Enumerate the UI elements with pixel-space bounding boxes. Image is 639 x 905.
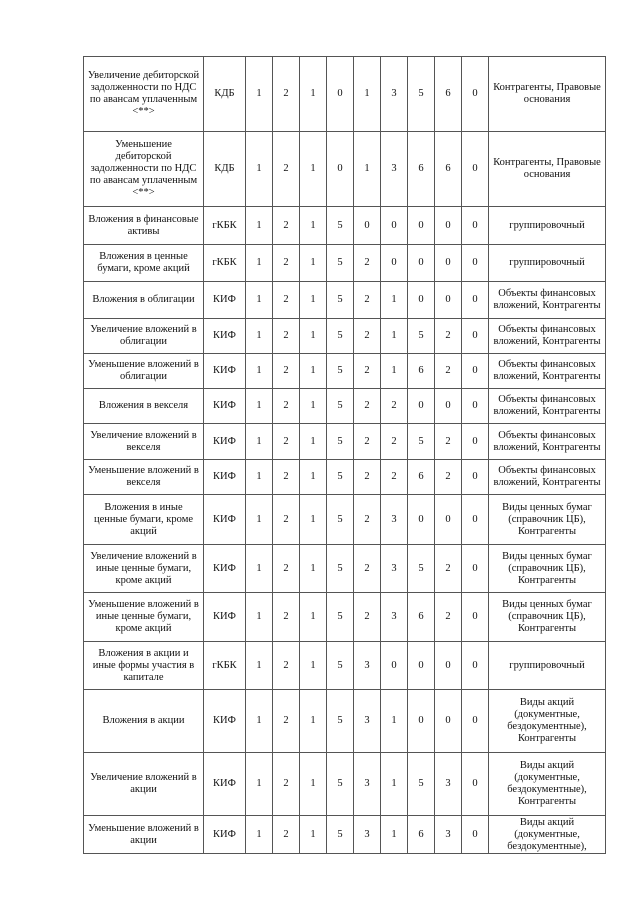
row-digit-cell: 2: [273, 816, 300, 854]
table-row: [84, 132, 606, 207]
row-digit-cell: 2: [273, 753, 300, 816]
row-digit-cell: 3: [435, 753, 462, 816]
row-digit-cell: 1: [381, 354, 408, 389]
row-digit-cell: 0: [462, 495, 489, 545]
row-digit-cell: 0: [408, 245, 435, 282]
table-row: [84, 642, 606, 690]
row-description-cell: группировочный: [489, 245, 606, 282]
row-digit-cell: 1: [300, 245, 327, 282]
row-digit-cell: 3: [381, 57, 408, 132]
row-description-cell: Объекты финансовых вложений, Контрагенты: [489, 389, 606, 424]
row-digit-cell: 5: [327, 690, 354, 753]
row-description-cell: Объекты финансовых вложений, Контрагенты: [489, 460, 606, 495]
row-digit-cell: 1: [246, 495, 273, 545]
row-digit-cell: 2: [435, 460, 462, 495]
row-digit-cell: 1: [300, 816, 327, 854]
row-name-cell: Увеличение дебиторской задолженности по НДС по авансам уплаченным <**>: [84, 57, 204, 132]
row-digit-cell: 0: [408, 642, 435, 690]
accounts-table: [83, 56, 606, 854]
row-digit-cell: 5: [327, 282, 354, 319]
row-digit-cell: 3: [435, 816, 462, 854]
row-digit-cell: 2: [273, 282, 300, 319]
row-code-cell: КИФ: [204, 460, 246, 495]
row-digit-cell: 5: [327, 593, 354, 642]
row-digit-cell: 3: [381, 545, 408, 593]
row-digit-cell: 0: [462, 642, 489, 690]
row-digit-cell: 5: [327, 424, 354, 460]
row-digit-cell: 2: [354, 545, 381, 593]
row-digit-cell: 1: [300, 389, 327, 424]
row-digit-cell: 2: [273, 545, 300, 593]
table-row: [84, 319, 606, 354]
row-description-cell: Виды акций (документные, бездокументные), Контрагенты: [489, 690, 606, 753]
row-digit-cell: 1: [246, 57, 273, 132]
row-digit-cell: 1: [354, 132, 381, 207]
table-row: [84, 593, 606, 642]
row-digit-cell: 0: [462, 424, 489, 460]
row-name-cell: Вложения в акции и иные формы участия в капитале: [84, 642, 204, 690]
row-description-cell: Объекты финансовых вложений, Контрагенты: [489, 319, 606, 354]
row-digit-cell: 5: [408, 545, 435, 593]
row-code-cell: КИФ: [204, 753, 246, 816]
table-body: [84, 57, 606, 854]
row-digit-cell: 0: [462, 690, 489, 753]
row-digit-cell: 0: [462, 207, 489, 245]
row-code-cell: КИФ: [204, 424, 246, 460]
row-digit-cell: 1: [381, 690, 408, 753]
row-digit-cell: 1: [300, 282, 327, 319]
row-digit-cell: 2: [273, 424, 300, 460]
row-name-cell: Вложения в ценные бумаги, кроме акций: [84, 245, 204, 282]
row-digit-cell: 0: [462, 593, 489, 642]
row-digit-cell: 1: [246, 545, 273, 593]
row-code-cell: КИФ: [204, 282, 246, 319]
row-digit-cell: 0: [408, 282, 435, 319]
row-digit-cell: 5: [408, 753, 435, 816]
row-digit-cell: 2: [273, 132, 300, 207]
row-digit-cell: 1: [300, 424, 327, 460]
row-code-cell: КДБ: [204, 132, 246, 207]
row-digit-cell: 5: [408, 424, 435, 460]
row-digit-cell: 1: [300, 690, 327, 753]
row-digit-cell: 0: [462, 460, 489, 495]
row-digit-cell: 5: [327, 545, 354, 593]
row-digit-cell: 2: [354, 354, 381, 389]
row-digit-cell: 5: [327, 389, 354, 424]
row-description-cell: Объекты финансовых вложений, Контрагенты: [489, 354, 606, 389]
row-digit-cell: 2: [273, 690, 300, 753]
row-digit-cell: 3: [354, 816, 381, 854]
row-digit-cell: 5: [327, 495, 354, 545]
row-digit-cell: 3: [381, 495, 408, 545]
row-digit-cell: 0: [327, 57, 354, 132]
row-digit-cell: 3: [354, 642, 381, 690]
row-digit-cell: 2: [435, 354, 462, 389]
row-digit-cell: 0: [462, 389, 489, 424]
row-digit-cell: 0: [435, 282, 462, 319]
row-digit-cell: 2: [435, 545, 462, 593]
row-code-cell: КИФ: [204, 319, 246, 354]
row-digit-cell: 0: [462, 354, 489, 389]
row-digit-cell: 1: [381, 816, 408, 854]
row-digit-cell: 5: [408, 57, 435, 132]
row-digit-cell: 1: [300, 495, 327, 545]
row-name-cell: Увеличение вложений в облигации: [84, 319, 204, 354]
row-digit-cell: 2: [354, 495, 381, 545]
table-row: [84, 545, 606, 593]
row-digit-cell: 2: [273, 354, 300, 389]
row-code-cell: КИФ: [204, 690, 246, 753]
row-description-cell: группировочный: [489, 207, 606, 245]
row-digit-cell: 6: [408, 354, 435, 389]
row-digit-cell: 1: [300, 132, 327, 207]
row-digit-cell: 0: [435, 642, 462, 690]
row-digit-cell: 3: [354, 690, 381, 753]
row-digit-cell: 1: [246, 207, 273, 245]
row-digit-cell: 1: [300, 593, 327, 642]
row-digit-cell: 0: [408, 207, 435, 245]
row-digit-cell: 2: [273, 245, 300, 282]
row-digit-cell: 2: [354, 460, 381, 495]
row-digit-cell: 6: [408, 816, 435, 854]
row-digit-cell: 0: [435, 245, 462, 282]
row-digit-cell: 1: [381, 319, 408, 354]
row-description-cell: Виды акций (документные, бездокументные),: [489, 816, 606, 854]
row-digit-cell: 1: [246, 816, 273, 854]
row-description-cell: Контрагенты, Правовые основания: [489, 57, 606, 132]
row-digit-cell: 1: [300, 460, 327, 495]
row-digit-cell: 1: [246, 460, 273, 495]
row-digit-cell: 2: [354, 389, 381, 424]
row-code-cell: гКБК: [204, 207, 246, 245]
row-digit-cell: 0: [354, 207, 381, 245]
row-digit-cell: 2: [273, 207, 300, 245]
row-code-cell: гКБК: [204, 245, 246, 282]
row-digit-cell: 5: [327, 642, 354, 690]
row-digit-cell: 6: [435, 57, 462, 132]
row-digit-cell: 0: [462, 545, 489, 593]
row-digit-cell: 0: [462, 816, 489, 854]
row-name-cell: Уменьшение вложений в акции: [84, 816, 204, 854]
row-digit-cell: 3: [354, 753, 381, 816]
row-digit-cell: 2: [381, 389, 408, 424]
row-description-cell: Объекты финансовых вложений, Контрагенты: [489, 282, 606, 319]
row-digit-cell: 2: [354, 282, 381, 319]
row-digit-cell: 0: [327, 132, 354, 207]
row-digit-cell: 6: [408, 593, 435, 642]
row-digit-cell: 1: [246, 132, 273, 207]
row-description-cell: Виды ценных бумаг (справочник ЦБ), Контрагенты: [489, 545, 606, 593]
row-digit-cell: 0: [435, 389, 462, 424]
row-digit-cell: 2: [354, 424, 381, 460]
row-name-cell: Увеличение вложений в акции: [84, 753, 204, 816]
row-digit-cell: 1: [381, 753, 408, 816]
row-digit-cell: 0: [408, 495, 435, 545]
row-digit-cell: 2: [273, 642, 300, 690]
row-description-cell: Виды ценных бумаг (справочник ЦБ), Контрагенты: [489, 495, 606, 545]
row-digit-cell: 1: [246, 642, 273, 690]
table-row: [84, 57, 606, 132]
row-digit-cell: 2: [435, 319, 462, 354]
row-digit-cell: 2: [273, 593, 300, 642]
row-name-cell: Уменьшение вложений в облигации: [84, 354, 204, 389]
row-digit-cell: 2: [273, 57, 300, 132]
row-digit-cell: 5: [327, 245, 354, 282]
row-digit-cell: 1: [246, 319, 273, 354]
row-digit-cell: 1: [300, 354, 327, 389]
row-digit-cell: 1: [300, 57, 327, 132]
row-digit-cell: 2: [435, 593, 462, 642]
row-digit-cell: 5: [327, 207, 354, 245]
row-digit-cell: 1: [246, 245, 273, 282]
row-digit-cell: 0: [462, 319, 489, 354]
row-name-cell: Вложения в акции: [84, 690, 204, 753]
row-digit-cell: 2: [381, 460, 408, 495]
row-digit-cell: 2: [273, 460, 300, 495]
row-code-cell: КИФ: [204, 495, 246, 545]
row-digit-cell: 2: [435, 424, 462, 460]
row-code-cell: гКБК: [204, 642, 246, 690]
row-digit-cell: 2: [273, 495, 300, 545]
row-name-cell: Уменьшение вложений в иные ценные бумаги, кроме акций: [84, 593, 204, 642]
row-name-cell: Уменьшение вложений в векселя: [84, 460, 204, 495]
row-name-cell: Вложения в иные ценные бумаги, кроме акций: [84, 495, 204, 545]
row-digit-cell: 3: [381, 132, 408, 207]
row-digit-cell: 2: [381, 424, 408, 460]
row-code-cell: КИФ: [204, 389, 246, 424]
row-digit-cell: 2: [354, 319, 381, 354]
row-digit-cell: 0: [408, 690, 435, 753]
row-name-cell: Увеличение вложений в векселя: [84, 424, 204, 460]
row-description-cell: Контрагенты, Правовые основания: [489, 132, 606, 207]
row-digit-cell: 0: [381, 207, 408, 245]
row-code-cell: КИФ: [204, 545, 246, 593]
row-name-cell: Вложения в векселя: [84, 389, 204, 424]
row-digit-cell: 5: [327, 753, 354, 816]
row-name-cell: Вложения в облигации: [84, 282, 204, 319]
row-digit-cell: 0: [462, 753, 489, 816]
row-digit-cell: 6: [435, 132, 462, 207]
row-digit-cell: 5: [327, 319, 354, 354]
row-digit-cell: 5: [327, 816, 354, 854]
row-digit-cell: 2: [273, 319, 300, 354]
row-digit-cell: 0: [381, 245, 408, 282]
row-digit-cell: 5: [327, 460, 354, 495]
row-name-cell: Увеличение вложений в иные ценные бумаги, кроме акций: [84, 545, 204, 593]
table-row: [84, 495, 606, 545]
row-digit-cell: 0: [435, 690, 462, 753]
row-digit-cell: 1: [300, 753, 327, 816]
row-digit-cell: 2: [354, 245, 381, 282]
row-digit-cell: 1: [246, 753, 273, 816]
row-description-cell: группировочный: [489, 642, 606, 690]
row-digit-cell: 3: [381, 593, 408, 642]
row-digit-cell: 1: [300, 545, 327, 593]
row-digit-cell: 1: [300, 207, 327, 245]
row-digit-cell: 1: [246, 593, 273, 642]
table-row: [84, 424, 606, 460]
row-digit-cell: 0: [462, 57, 489, 132]
row-digit-cell: 0: [462, 245, 489, 282]
row-digit-cell: 0: [408, 389, 435, 424]
row-description-cell: Виды ценных бумаг (справочник ЦБ), Контрагенты: [489, 593, 606, 642]
table-row: [84, 245, 606, 282]
table-row: [84, 354, 606, 389]
row-digit-cell: 5: [327, 354, 354, 389]
row-digit-cell: 1: [246, 389, 273, 424]
row-digit-cell: 1: [246, 424, 273, 460]
row-digit-cell: 0: [381, 642, 408, 690]
row-digit-cell: 0: [462, 132, 489, 207]
row-code-cell: КИФ: [204, 354, 246, 389]
row-digit-cell: 1: [246, 282, 273, 319]
table-row: [84, 460, 606, 495]
row-name-cell: Вложения в финансовые активы: [84, 207, 204, 245]
row-digit-cell: 6: [408, 460, 435, 495]
row-digit-cell: 1: [300, 642, 327, 690]
row-digit-cell: 2: [354, 593, 381, 642]
row-digit-cell: 1: [246, 354, 273, 389]
row-digit-cell: 0: [435, 207, 462, 245]
row-name-cell: Уменьшение дебиторской задолженности по НДС по авансам уплаченным <**>: [84, 132, 204, 207]
table-row: [84, 816, 606, 854]
table-row: [84, 690, 606, 753]
table-row: [84, 207, 606, 245]
row-digit-cell: 1: [300, 319, 327, 354]
row-code-cell: КИФ: [204, 816, 246, 854]
table-row: [84, 282, 606, 319]
table-row: [84, 753, 606, 816]
row-digit-cell: 5: [408, 319, 435, 354]
row-code-cell: КДБ: [204, 57, 246, 132]
row-digit-cell: 1: [354, 57, 381, 132]
row-digit-cell: 0: [462, 282, 489, 319]
row-digit-cell: 2: [273, 389, 300, 424]
row-code-cell: КИФ: [204, 593, 246, 642]
row-description-cell: Объекты финансовых вложений, Контрагенты: [489, 424, 606, 460]
row-digit-cell: 0: [435, 495, 462, 545]
row-description-cell: Виды акций (документные, бездокументные), Контрагенты: [489, 753, 606, 816]
row-digit-cell: 6: [408, 132, 435, 207]
row-digit-cell: 1: [381, 282, 408, 319]
row-digit-cell: 1: [246, 690, 273, 753]
table-row: [84, 389, 606, 424]
